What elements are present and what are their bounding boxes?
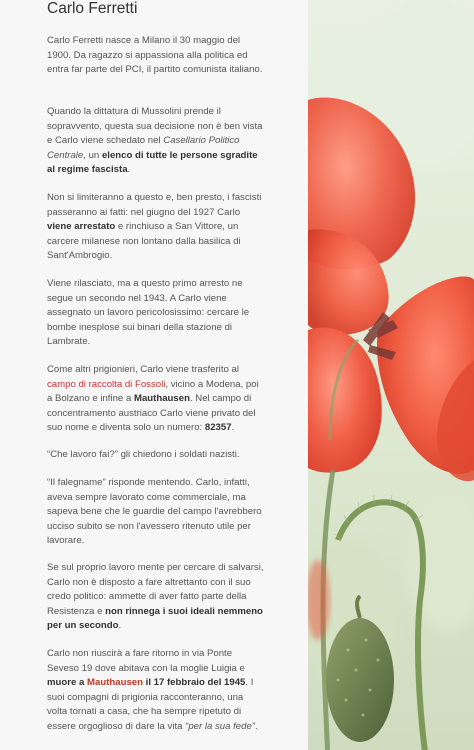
poppy-illustration — [308, 0, 474, 750]
poppy-flowers-photo — [308, 0, 474, 750]
paragraph-3: Non si limiteranno a questo e, ben presto, i fascisti passeranno ai fatti: nel giugno del 1927 Carlo viene arrestato e rinchiuso a San Vittore, un carcere milanese non lontano dalla basilica di Sant'Ambrogio. — [47, 192, 262, 261]
paragraph-1: Carlo Ferretti nasce a Milano il 30 maggio del 1900. Da ragazzo si appassiona alla politica ed entra far parte del PCI, il partito comunista italiano. — [47, 35, 263, 75]
paragraph-8: Se sul proprio lavoro mente per cercare di salvarsi, Carlo non è disposto a fare altrettanto con il suo credo politico: ammette di aver fatto parte della Resistenza e non rinnega i suoi ideali nemmeno per un secondo. — [47, 562, 264, 631]
paragraph-9: Carlo non riuscirà a fare ritorno in via Ponte Seveso 19 dove abitava con la moglie Luigia e muore a Mauthausen il 17 febbraio del 1945. I suoi compagni di prigionia racconteranno, una volta tornati a casa, che ha sempre ripetuto di essere orgoglioso di dare la vita “per la sua fede”. — [47, 648, 258, 732]
paragraph-6: “Che lavoro fai?” gli chiedono i soldati nazisti. — [47, 449, 240, 460]
mauthausen-link[interactable]: Mauthausen — [87, 677, 143, 688]
paragraph-5: Come altri prigionieri, Carlo viene trasferito al campo di raccolta di Fossoli, vicino a Modena, poi a Bolzano e infine a Mauthausen. Nel campo di concentramento austriaco Carlo viene privato del suo nome e diventa solo un numero: 82357. — [47, 364, 259, 433]
page-title: Carlo Ferretti — [47, 0, 138, 17]
paragraph-4: Viene rilasciato, ma a questo primo arresto ne segue un secondo nel 1943. A Carlo viene assegnato un lavoro pericolosissimo: cercare le bombe inesplose sui binari della stazione di Lambrate. — [47, 278, 250, 347]
fossoli-link[interactable]: campo di raccolta di Fossoli — [47, 378, 166, 390]
paragraph-7: “Il falegname” risponde mentendo. Carlo, infatti, aveva sempre lavorato come commerciale, ma sapeva bene che le guardie del campo l'avrebbero ucciso subito se non l'avessero ritenuto utile per lavorare. — [47, 477, 262, 546]
paragraph-2: Quando la dittatura di Mussolini prende il sopravvento, questa sua decisione non è ben vista e Carlo viene schedato nel Casellario Politico Centrale, un elenco di tutte le persone sgradite al regime fascista. — [47, 106, 263, 175]
